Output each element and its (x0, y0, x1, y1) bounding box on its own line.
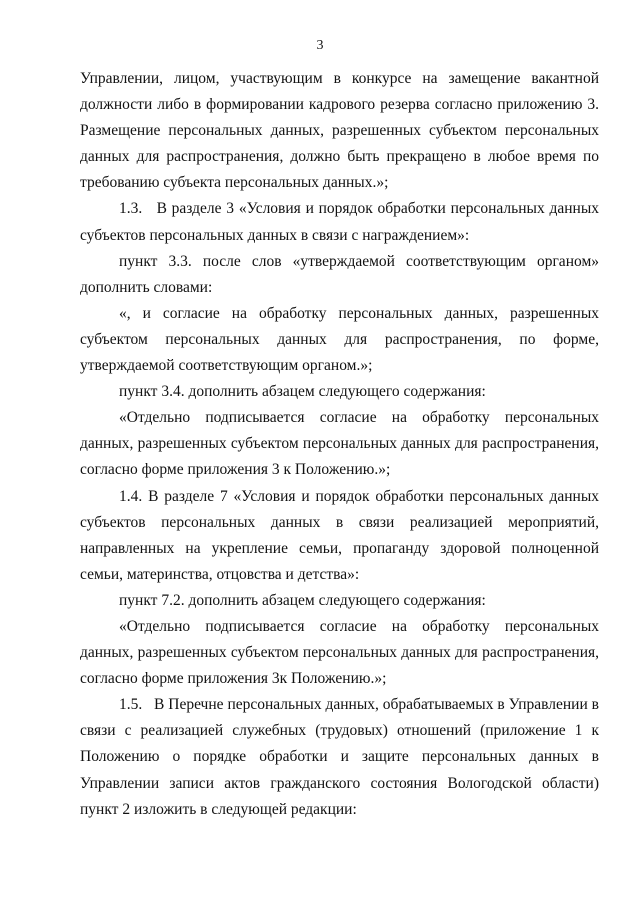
paragraph: «Отдельно подписывается согласие на обработку персональных данных, разрешенных субъектом персональных данных для распространения, согласно форме приложения 3 к Положению.»; (80, 409, 599, 479)
paragraph: «, и согласие на обработку персональных данных, разрешенных субъектом персональных данных для распространения, по форме, утверждаемой соответствующим органом.»; (80, 304, 599, 375)
paragraph: Управлении, лицом, участвующим в конкурсе на замещение вакантной должности либо в формировании кадрового резерва согласно приложению 3. Размещение персональных данных, разрешенных субъектом персональных данных для распространения, должно быть прекращено в любое время по требованию субъекта персональных данных.»; (80, 70, 599, 192)
paragraph: пункт 3.3. после слов «утверждаемой соответствующим органом» дополнить словами: (80, 252, 599, 296)
paragraph: пункт 7.2. дополнить абзацем следующего содержания: (119, 591, 486, 609)
paragraph: пункт 3.4. дополнить абзацем следующего содержания: (119, 383, 486, 401)
paragraph: 1.4. В разделе 7 «Условия и порядок обработки персональных данных субъектов персональных данных в связи реализацией мероприятий, направленных на укрепление семьи, пропаганду здоровой полноценной семьи, материнства, отцовства и детства»: (80, 487, 599, 583)
page-number: 3 (316, 38, 324, 53)
paragraph: «Отдельно подписывается согласие на обработку персональных данных, разрешенных субъектом персональных данных для распространения, согласно форме приложения 3к Положению.»; (80, 617, 599, 688)
body-text (80, 66, 599, 823)
paragraph: 1.3. В разделе 3 «Условия и порядок обработки персональных данных субъектов персональных данных в связи с награждением»: (80, 200, 599, 244)
paragraph: 1.5. В Перечне персональных данных, обрабатываемых в Управлении в связи с реализацией служебных (трудовых) отношений (приложение 1 к Положению о порядке обработки и защите персональных данных в Управлении записи актов гражданского состояния Вологодской области) пункт 2 изложить в следующей редакции: (80, 696, 599, 818)
